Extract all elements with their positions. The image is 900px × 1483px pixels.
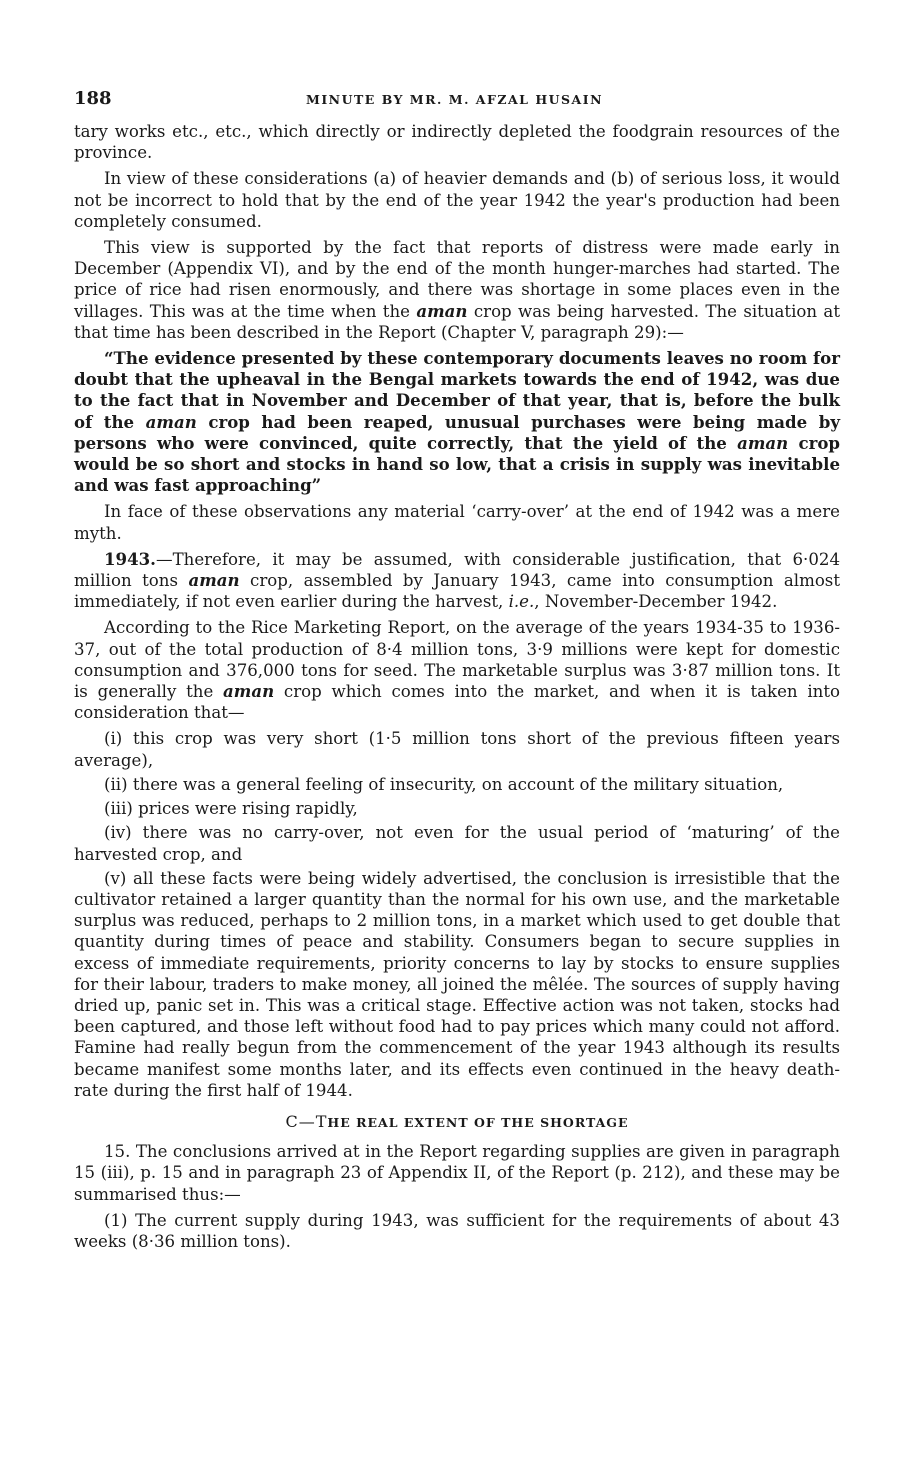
list-item: (iv) there was no carry-over, not even for the usual period of ‘maturing’ of the harvested crop, and (74, 823, 840, 864)
paragraph-current-supply: (1) The current supply during 1943, was sufficient for the requirements of about 43 weeks (8·36 million tons). (74, 1210, 840, 1251)
list-item: (v) all these facts were being widely advertised, the conclusion is irresistible that the cultivator retained a larger quantity than the normal for his own use, and the marketable surplus was reduced, perhaps to 2 million tons, in a market which used to get double that quantity during times of peace and stability. Consumers began to secure supplies in excess of immediate requirements, priority concerns to lay by stocks to ensure supplies for their labour, traders to make money, all joined the mêlée. The sources of supply having dried up, panic set in. This was a critical stage. Effective action was not taken, stocks had been captured, and those left without food had to pay prices which many could not afford. Famine had really begun from the commencement of the year 1943 although its results became manifest some months later, and its effects even continued in the heavy death-rate during the first half of 1944. (74, 868, 840, 1100)
list-item: (iii) prices were rising rapidly, (104, 799, 358, 819)
paragraph-view-supported (74, 237, 840, 343)
section-heading-rest: HE REAL EXTENT OF THE SHORTAGE (327, 1114, 629, 1130)
text-segment: crop had been reaped, unusual purchases were being made by persons who were convinced, quite correctly, that the yield of the (74, 411, 840, 453)
section-heading-prefix: C—T (285, 1111, 328, 1131)
list-item: (i) this crop was very short (1·5 million tons short of the previous fifteen years average), (74, 729, 840, 770)
text-segment: According to the Rice Marketing Report, on the average of the years 1934-35 to 1936-37, out of the total production of 8·4 million tons, 3·9 millions were kept for domestic consumption and 376,000 tons for seed. The marketable surplus was 3·87 million tons. It is generally the (74, 618, 840, 702)
year-heading: 1943. (104, 548, 156, 569)
text-segment: This view is supported by the fact that reports of distress were made early in December (Appendix VI), and by the end of the month hunger-marches had started. The price of rice had risen enormously, and there was shortage in some places even in the villages. This was at the time when the (74, 238, 840, 321)
paragraph-1943 (74, 549, 840, 613)
aman-italic: aman (188, 570, 240, 591)
paragraph-rice-marketing (74, 617, 840, 723)
text-segment: crop would be so short and stocks in hand so low, that a crisis in supply was inevitable and was fast approaching” (74, 432, 840, 496)
text-segment: , November-December 1942. (534, 592, 778, 612)
text-segment: crop, assembled by January 1943, came into consumption almost immediately, if not even earlier during the harvest, (74, 571, 840, 612)
paragraph-considerations: In view of these considerations (a) of heavier demands and (b) of serious loss, it would not be incorrect to hold that by the end of the year 1942 the year's production had been completely consumed. (74, 169, 840, 231)
aman-italic: aman (223, 681, 275, 702)
ie-italic: i.e. (508, 592, 535, 612)
text-segment: crop was being harvested. The situation at that time has been described in the Report (Chapter V, paragraph 29):— (74, 301, 840, 342)
text-segment: —Therefore, it may be assumed, with considerable justification, that 6·024 million tons (74, 549, 840, 591)
text-segment: crop which comes into the market, and when it is taken into consideration that— (74, 682, 840, 723)
running-head: MINUTE BY MR. M. AFZAL HUSAIN (306, 92, 604, 107)
paragraph-continuation: tary works etc., etc., which directly or indirectly depleted the foodgrain resources of the province. (74, 122, 840, 163)
aman-italic: aman (737, 432, 789, 453)
paragraph-carry-over: In face of these observations any material ‘carry-over’ at the end of 1942 was a mere myth. (74, 502, 840, 543)
page-number: 188 (74, 88, 112, 109)
enumerated-list (74, 728, 840, 1100)
paragraph-conclusions: 15. The conclusions arrived at in the Report regarding supplies are given in paragraph 15 (iii), p. 15 and in paragraph 23 of Appendix II, of the Report (p. 212), and these may be summarised thus:— (74, 1142, 840, 1204)
aman-italic: aman (145, 411, 197, 432)
section-heading (74, 1111, 840, 1133)
aman-italic: aman (416, 300, 468, 321)
list-item: (ii) there was a general feeling of insecurity, on account of the military situation, (104, 774, 784, 794)
text-segment: “The evidence presented by these contemporary documents leaves no room for doubt that the upheaval in the Bengal markets towards the end of 1942, was due to the fact that in November and December of that year, that is, before the bulk of the (74, 348, 840, 432)
body-text (74, 121, 840, 1252)
page-header (74, 88, 840, 109)
block-quote (74, 348, 840, 496)
